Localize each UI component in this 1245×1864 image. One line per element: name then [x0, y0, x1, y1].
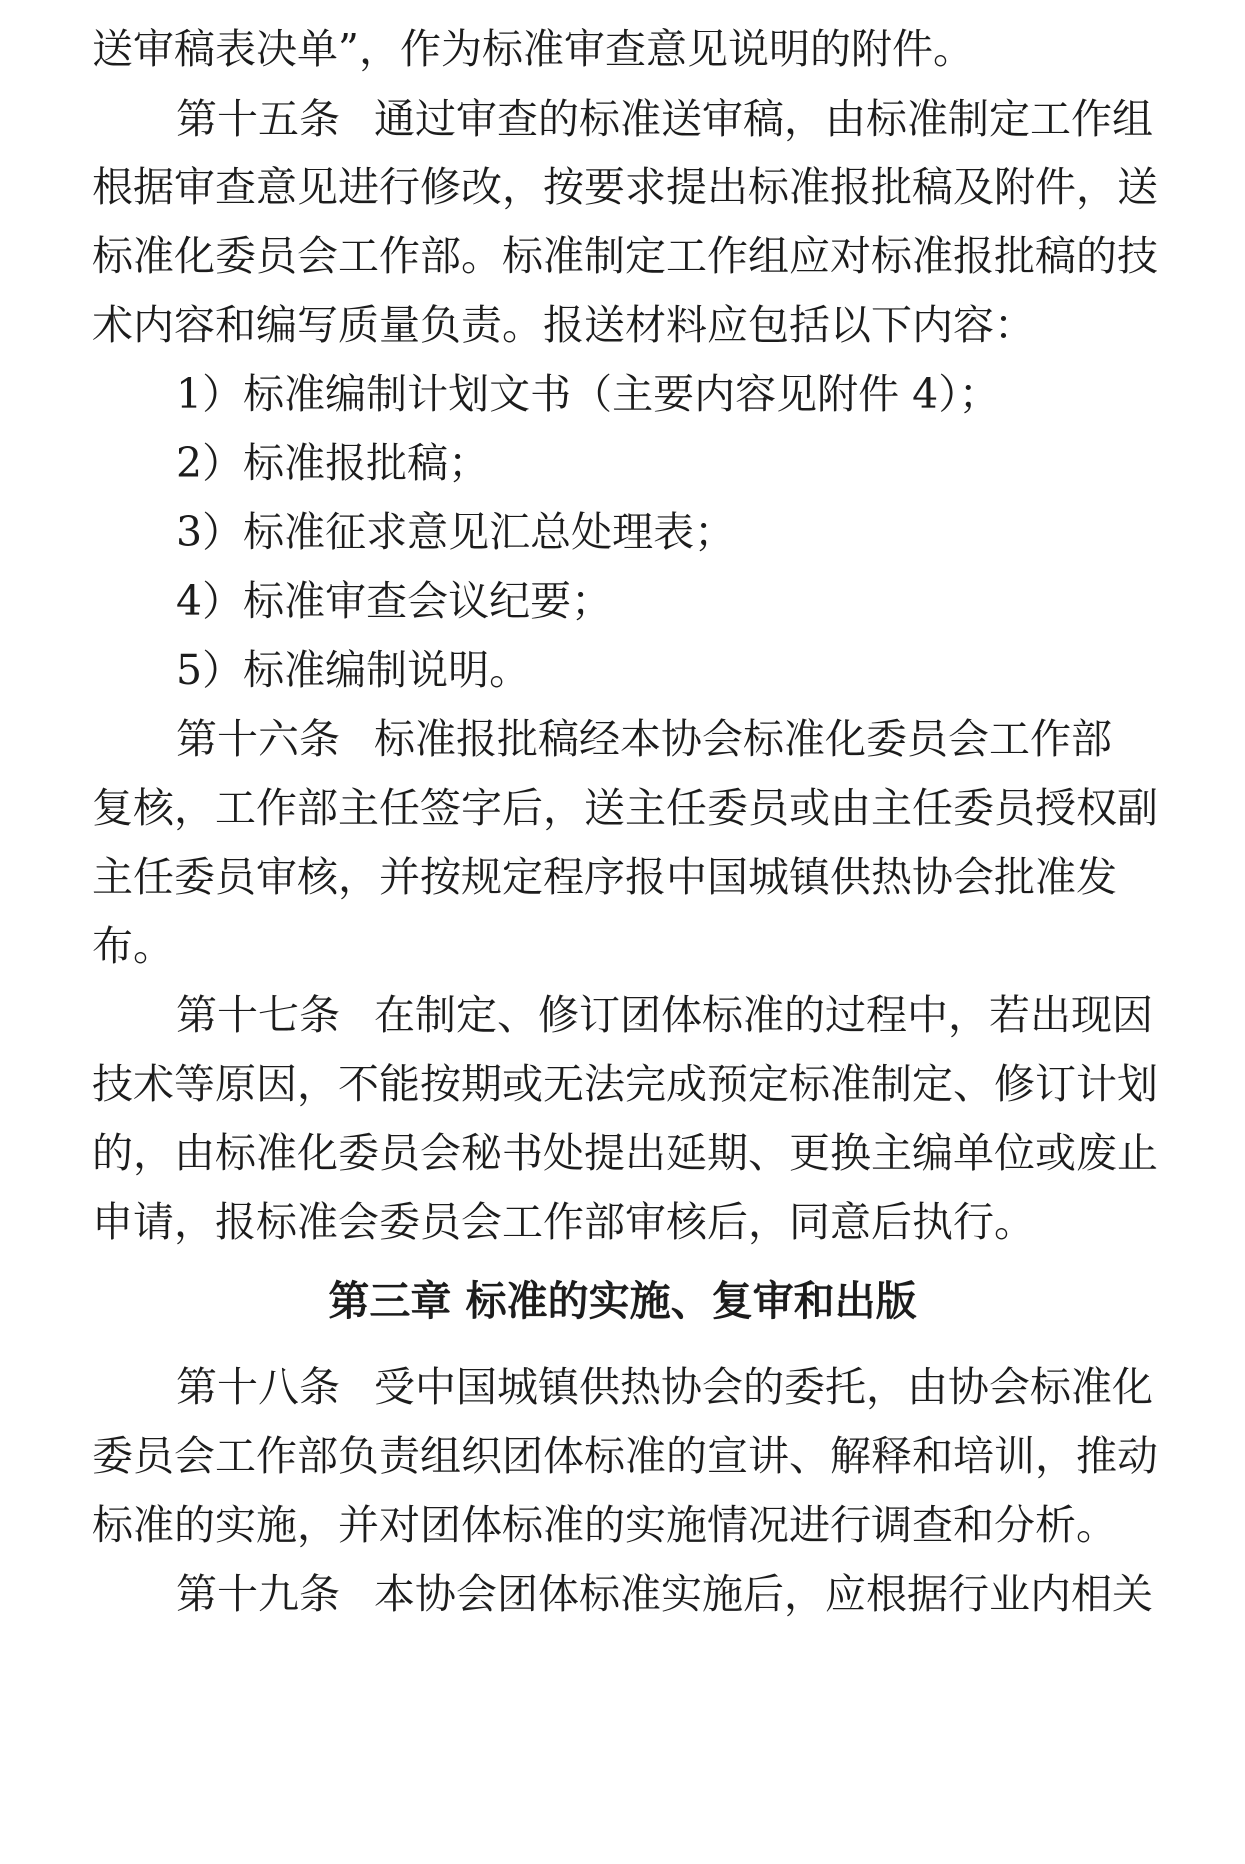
list-item-text: 4）标准审查会议纪要； — [176, 577, 613, 625]
article-16-label: 第十六条 — [176, 715, 340, 763]
article-17-label: 第十七条 — [176, 991, 340, 1039]
article-16-first-line — [92, 714, 1112, 764]
article-18-label: 第十八条 — [176, 1363, 340, 1411]
list-item — [92, 438, 489, 488]
text-line: 的，由标准化委员会秘书处提出延期、更换主编单位或废止 — [92, 1129, 1158, 1177]
article-19-text: 本协会团体标准实施后，应根据行业内相关 — [374, 1570, 1153, 1618]
list-item-text: 5）标准编制说明。 — [176, 646, 531, 694]
article-17-text: 在制定、修订团体标准的过程中，若出现因 — [374, 991, 1153, 1039]
list-item — [92, 645, 530, 695]
text-line: 复核，工作部主任签字后，送主任委员或由主任委员授权副 — [92, 784, 1158, 832]
list-item-text: 3）标准征求意见汇总处理表； — [176, 508, 736, 556]
article-15-label: 第十五条 — [176, 95, 340, 143]
article-18-text: 受中国城镇供热协会的委托，由协会标准化 — [374, 1363, 1153, 1411]
article-15-first-line — [92, 94, 1153, 144]
text-line: 标准的实施，并对团体标准的实施情况进行调查和分析。 — [92, 1501, 1117, 1549]
text-line: 主任委员审核，并按规定程序报中国城镇供热协会批准发 — [92, 853, 1117, 901]
list-item — [92, 576, 612, 626]
text-line: 技术等原因，不能按期或无法完成预定标准制定、修订计划 — [92, 1060, 1158, 1108]
text-line: 申请，报标准会委员会工作部审核后，同意后执行。 — [92, 1198, 1035, 1246]
article-19-first-line — [92, 1569, 1153, 1619]
article-19-label: 第十九条 — [176, 1570, 340, 1618]
article-16-text: 标准报批稿经本协会标准化委员会工作部 — [374, 715, 1112, 763]
text-line: 送审稿表决单”，作为标准审查意见说明的附件。 — [92, 25, 974, 73]
list-item-text: 1）标准编制计划文书（主要内容见附件 4）； — [176, 370, 1000, 418]
text-line: 布。 — [92, 922, 174, 970]
text-line: 根据审查意见进行修改，按要求提出标准报批稿及附件，送 — [92, 163, 1158, 211]
list-item — [92, 369, 1000, 419]
text-line: 委员会工作部负责组织团体标准的宣讲、解释和培训，推动 — [92, 1432, 1158, 1480]
article-15-text: 通过审查的标准送审稿，由标准制定工作组 — [374, 95, 1153, 143]
article-17-first-line — [92, 990, 1153, 1040]
list-item — [92, 507, 735, 557]
chapter-heading: 第三章 标准的实施、复审和出版 — [328, 1277, 917, 1325]
text-line: 标准化委员会工作部。标准制定工作组应对标准报批稿的技 — [92, 232, 1158, 280]
article-18-first-line — [92, 1362, 1153, 1412]
text-line: 术内容和编写质量负责。报送材料应包括以下内容： — [92, 301, 1035, 349]
list-item-text: 2）标准报批稿； — [176, 439, 490, 487]
